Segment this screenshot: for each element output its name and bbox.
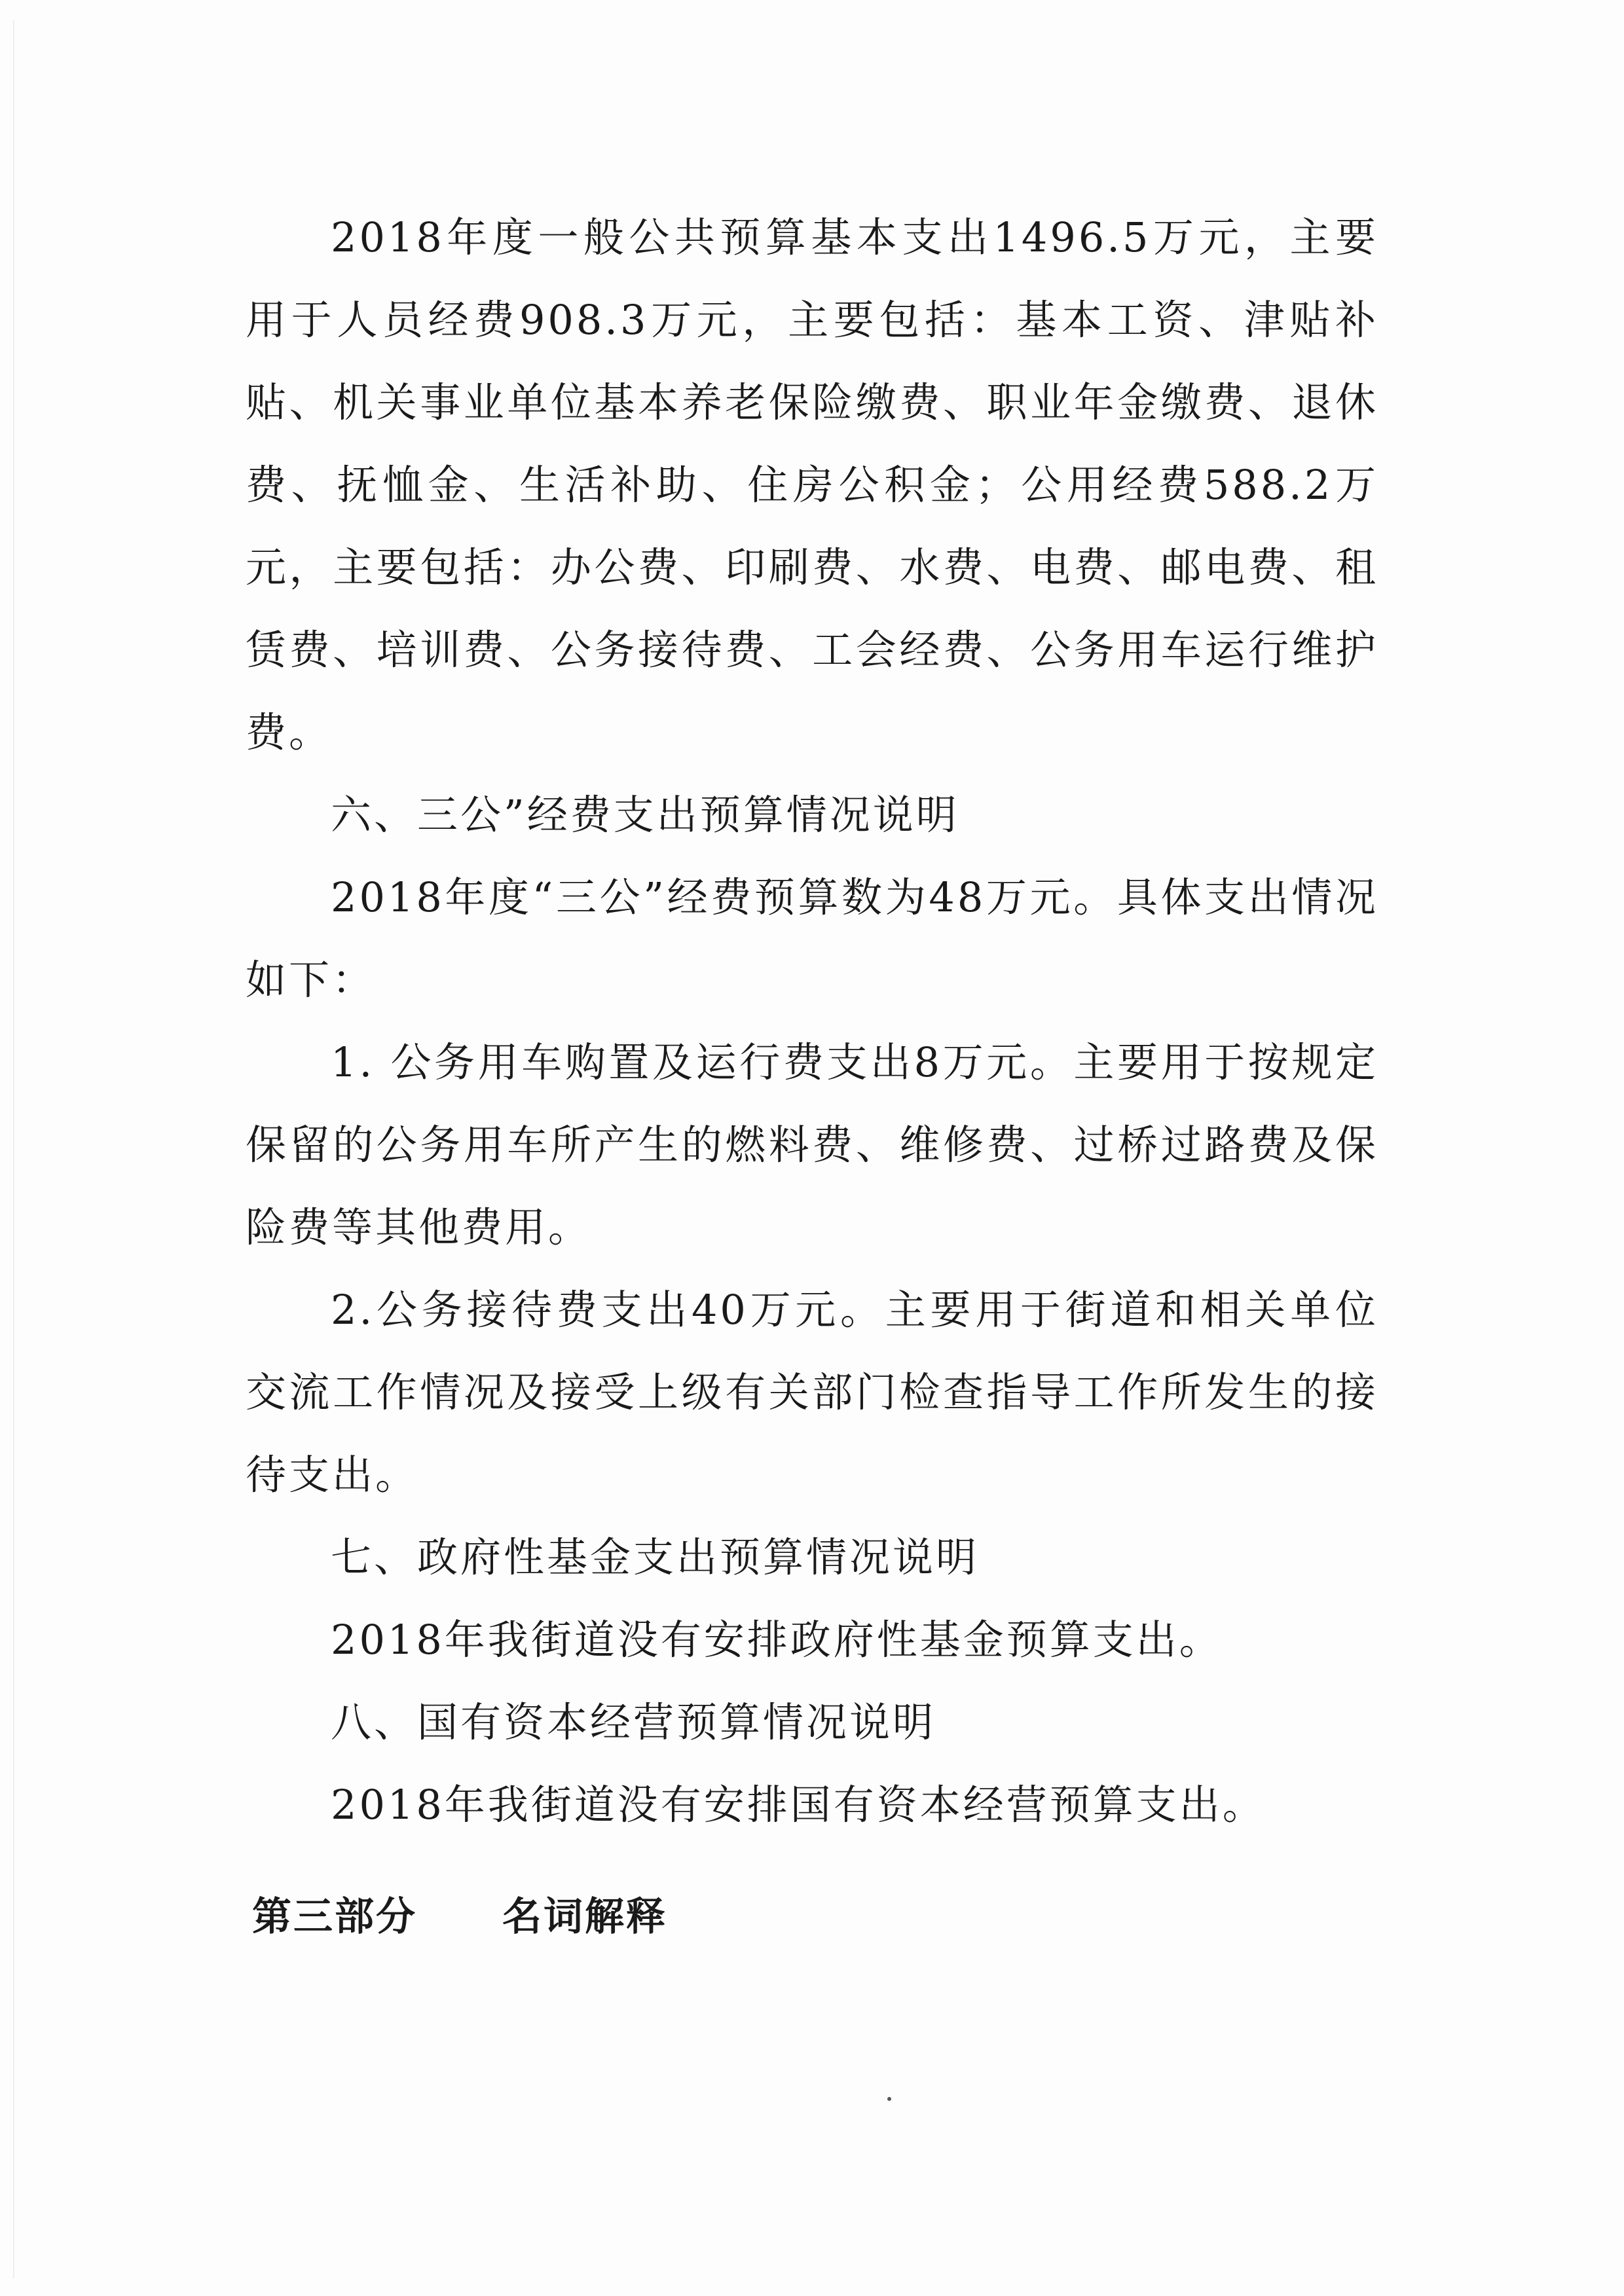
section-heading [252, 1886, 667, 1942]
paragraph-three-public-budget: 2018年度“三公”经费预算数为48万元。具体支出情况如下： [246, 873, 1378, 1004]
paragraph-reception-expenses: 2.公务接待费支出40万元。主要用于街道和相关单位交流工作情况及接受上级有关部门检查指导工作所发生的接待支出。 [246, 1286, 1378, 1499]
paragraph-government-fund: 2018年我街道没有安排政府性基金预算支出。 [331, 1616, 1223, 1664]
heading-state-capital: 八、国有资本经营预算情况说明 [331, 1698, 936, 1746]
body-text [246, 196, 1378, 1846]
heading-three-public-expenses: 六、三公”经费支出预算情况说明 [331, 791, 959, 839]
heading-government-fund: 七、政府性基金支出预算情况说明 [331, 1533, 980, 1581]
paragraph-vehicle-expenses: 1. 公务用车购置及运行费支出8万元。主要用于按规定保留的公务用车所产生的燃料费、维修费、过桥过路费及保险费等其他费用。 [246, 1038, 1378, 1251]
section-title: 名词解释 [502, 1894, 667, 1940]
paragraph-state-capital: 2018年我街道没有安排国有资本经营预算支出。 [331, 1781, 1266, 1829]
section-part-label: 第三部分 [252, 1894, 417, 1940]
paragraph-basic-expenditure: 2018年度一般公共预算基本支出1496.5万元，主要用于人员经费908.3万元，主要包括：基本工资、津贴补贴、机关事业单位基本养老保险缴费、职业年金缴费、退休费、抚恤金、生活补助、住房公积金；公用经费588.2万元，主要包括：办公费、印刷费、水费、电费、邮电费、租赁费、培训费、公务接待费、工会经费、公务用车运行维护费。 [246, 213, 1378, 756]
